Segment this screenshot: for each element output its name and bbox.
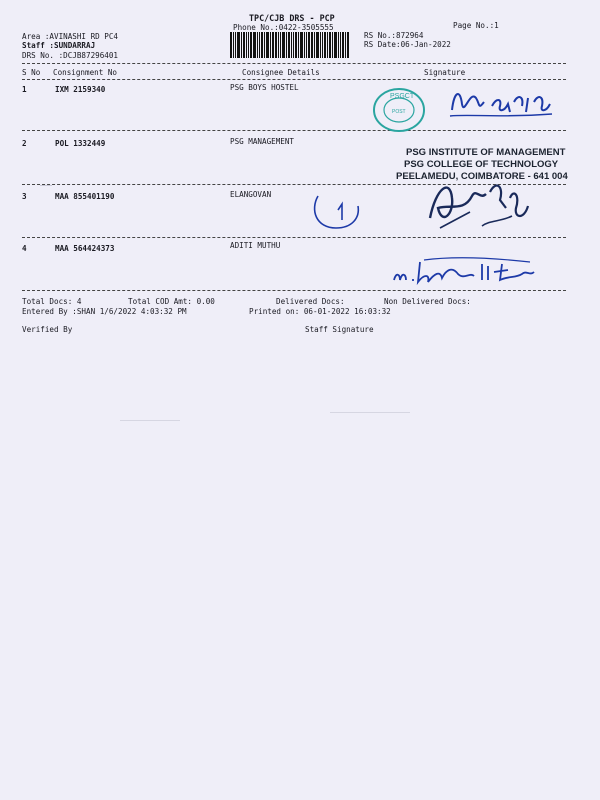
row-consignee: PSG BOYS HOSTEL: [230, 83, 299, 92]
total-docs: Total Docs: 4: [22, 297, 82, 306]
row-consignment-no: IXM 2159340: [55, 85, 106, 94]
barcode-stripe: [257, 32, 258, 58]
non-delivered-docs: Non Delivered Docs:: [384, 297, 471, 306]
handwritten-signature-3: [308, 188, 364, 234]
stamp-line-1: PSG INSTITUTE OF MANAGEMENT: [406, 147, 566, 158]
col-header-consignment: Consignment No: [53, 68, 118, 77]
barcode-stripe: [237, 32, 240, 58]
barcode-stripe: [322, 32, 323, 58]
row-consignee: ADITI MUTHU: [230, 241, 281, 250]
staff-label: Staff :SUNDARRAJ: [22, 41, 96, 50]
handwritten-signature-1: [440, 80, 560, 130]
barcode-stripe: [304, 32, 305, 58]
barcode-stripe: [340, 32, 341, 58]
divider: [22, 63, 566, 64]
barcode-stripe: [250, 32, 252, 58]
row-consignment-no: MAA 564424373: [55, 244, 115, 253]
rs-number: RS No.:872964: [364, 31, 424, 40]
barcode-stripe: [275, 32, 277, 58]
barcode-stripe: [291, 32, 292, 58]
printed-on: Printed on: 06-01-2022 16:03:32: [249, 307, 391, 316]
row-sno: 4: [22, 244, 27, 253]
barcode-stripe: [332, 32, 333, 58]
barcode-stripe: [338, 32, 339, 58]
barcode-stripe: [286, 32, 287, 58]
row-sno: 3: [22, 192, 27, 201]
seal-text: PSGCT: [390, 93, 415, 100]
barcode-stripe: [288, 32, 290, 58]
barcode-stripe: [243, 32, 245, 58]
handwritten-signature-2: [420, 168, 540, 238]
barcode-stripe: [345, 32, 346, 58]
col-header-sno: S No: [22, 68, 41, 77]
entered-by: Entered By :SHAN 1/6/2022 4:03:32 PM: [22, 307, 187, 316]
seal-stamp: [370, 86, 430, 136]
barcode-stripe: [329, 32, 331, 58]
row-consignee: ELANGOVAN: [230, 190, 272, 199]
barcode-stripe: [266, 32, 269, 58]
phone-number: Phone No.:0422-3505555: [233, 23, 334, 32]
staff-signature-label: Staff Signature: [305, 325, 374, 334]
barcode-stripe: [334, 32, 337, 58]
barcode-stripe: [261, 32, 263, 58]
barcode-stripe: [264, 32, 265, 58]
barcode-stripe: [300, 32, 303, 58]
barcode-stripe: [295, 32, 297, 58]
row-sno: 2: [22, 139, 27, 148]
row-divider: [22, 290, 566, 291]
delivered-docs: Delivered Docs:: [276, 297, 345, 306]
barcode-stripe: [316, 32, 319, 58]
barcode-stripe: [230, 32, 232, 58]
stamp-line-3: PEELAMEDU, COIMBATORE - 641 004: [396, 171, 568, 182]
barcode-stripe: [272, 32, 274, 58]
barcode-stripe: [248, 32, 249, 58]
barcode-stripe: [306, 32, 307, 58]
report-title: TPC/CJB DRS - PCP: [249, 13, 335, 23]
barcode-stripe: [308, 32, 310, 58]
barcode-stripe: [293, 32, 294, 58]
row-divider: [22, 130, 566, 131]
barcode-stripe: [246, 32, 247, 58]
scan-speck: [40, 185, 52, 186]
row-consignee: PSG MANAGEMENT: [230, 137, 295, 146]
seal-center: POST: [392, 109, 406, 115]
barcode-stripe: [235, 32, 236, 58]
verified-by-label: Verified By: [22, 325, 73, 334]
barcode-stripe: [241, 32, 242, 58]
stamp-line-2: PSG COLLEGE OF TECHNOLOGY: [404, 159, 559, 170]
total-cod-amount: Total COD Amt: 0.00: [128, 297, 215, 306]
row-consignment-no: MAA 855401190: [55, 192, 115, 201]
drs-number: DRS No. :DCJB87296401: [22, 51, 119, 60]
barcode: [230, 32, 358, 58]
scan-speck: [330, 412, 410, 413]
handwritten-signature-4: [384, 252, 540, 290]
barcode-stripe: [347, 32, 349, 58]
barcode-stripe: [327, 32, 328, 58]
barcode-stripe: [253, 32, 256, 58]
barcode-stripe: [282, 32, 285, 58]
barcode-stripe: [342, 32, 344, 58]
barcode-stripe: [270, 32, 271, 58]
barcode-stripe: [311, 32, 313, 58]
area-label: Area :AVINASHI RD PC4: [22, 32, 119, 41]
col-header-consignee: Consignee Details: [242, 68, 320, 77]
barcode-stripe: [233, 32, 234, 58]
barcode-stripe: [280, 32, 281, 58]
page-number: Page No.:1: [453, 21, 499, 30]
barcode-stripe: [324, 32, 326, 58]
col-header-signature: Signature: [424, 68, 466, 77]
barcode-stripe: [278, 32, 279, 58]
barcode-stripe: [298, 32, 299, 58]
scan-speck: [120, 420, 180, 421]
row-sno: 1: [22, 85, 27, 94]
barcode-stripe: [314, 32, 315, 58]
rs-date: RS Date:06-Jan-2022: [364, 40, 451, 49]
barcode-stripe: [320, 32, 321, 58]
row-consignment-no: POL 1332449: [55, 139, 106, 148]
barcode-stripe: [259, 32, 260, 58]
